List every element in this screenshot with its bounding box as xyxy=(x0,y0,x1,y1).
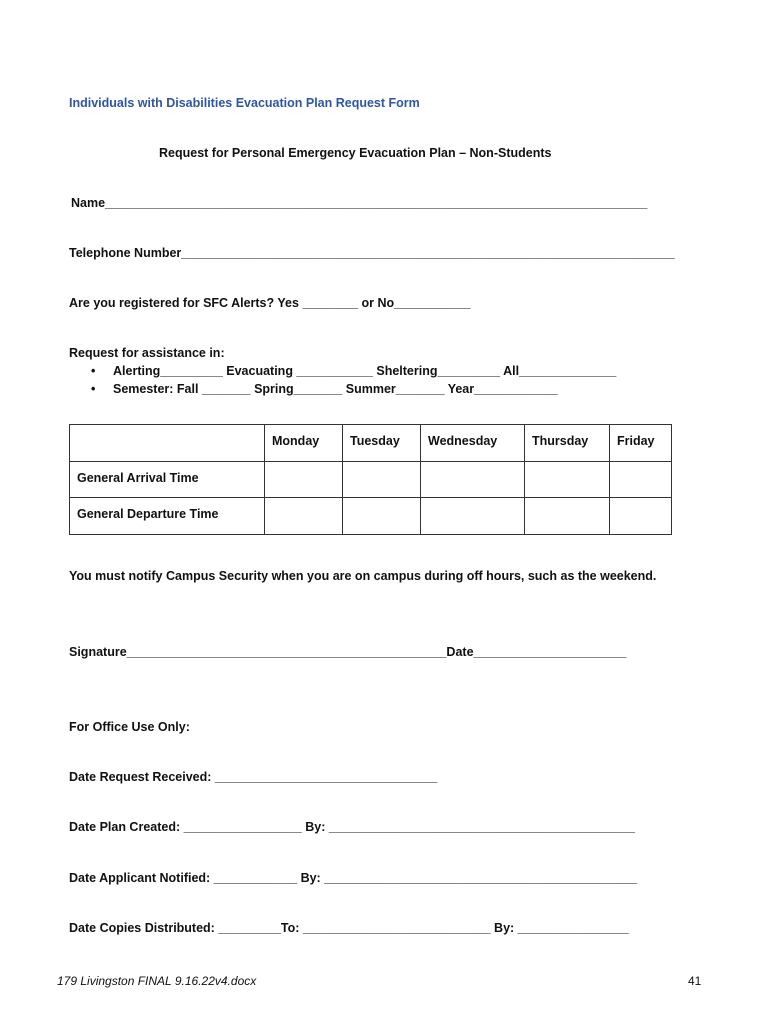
arrival-friday-cell[interactable] xyxy=(610,462,672,498)
date-applicant-notified-field[interactable]: Date Applicant Notified: ____________ By: _____________________________________________ xyxy=(69,871,638,885)
day-header-friday: Friday xyxy=(610,425,672,462)
departure-friday-cell[interactable] xyxy=(610,498,672,535)
table-corner-cell xyxy=(70,425,265,462)
table-row xyxy=(70,498,672,535)
day-header-wednesday: Wednesday xyxy=(421,425,525,462)
name-field[interactable]: Name______________________________________________________________________________ xyxy=(71,196,648,210)
semester-field[interactable]: • Semester: Fall _______ Spring_______ Summer_______ Year____________ xyxy=(113,382,558,396)
day-header-monday: Monday xyxy=(265,425,343,462)
footer-filename: 179 Livingston FINAL 9.16.22v4.docx xyxy=(57,974,257,988)
form-header: Individuals with Disabilities Evacuation Plan Request Form xyxy=(69,96,420,110)
table-row xyxy=(70,462,672,498)
arrival-time-label: General Arrival Time xyxy=(70,462,265,498)
arrival-tuesday-cell[interactable] xyxy=(343,462,421,498)
departure-time-label: General Departure Time xyxy=(70,498,265,535)
signature-field[interactable]: Signature______________________________________________Date______________________ xyxy=(69,645,627,659)
assistance-heading: Request for assistance in: xyxy=(69,346,225,360)
assistance-type-field[interactable]: • Alerting_________ Evacuating ___________ Sheltering_________ All______________ xyxy=(113,364,616,378)
departure-tuesday-cell[interactable] xyxy=(343,498,421,535)
sfc-alerts-field[interactable]: Are you registered for SFC Alerts? Yes ________ or No___________ xyxy=(69,296,471,310)
departure-wednesday-cell[interactable] xyxy=(421,498,525,535)
table-header-row xyxy=(70,425,672,462)
day-header-thursday: Thursday xyxy=(525,425,610,462)
day-header-tuesday: Tuesday xyxy=(343,425,421,462)
arrival-thursday-cell[interactable] xyxy=(525,462,610,498)
telephone-field[interactable]: Telephone Number_______________________________________________________________________ xyxy=(69,246,675,260)
schedule-table xyxy=(69,424,672,535)
page-number: 41 xyxy=(688,974,702,988)
departure-monday-cell[interactable] xyxy=(265,498,343,535)
arrival-wednesday-cell[interactable] xyxy=(421,462,525,498)
form-title: Request for Personal Emergency Evacuation Plan – Non-Students xyxy=(159,146,552,160)
office-use-heading: For Office Use Only: xyxy=(69,720,190,734)
date-plan-created-field[interactable]: Date Plan Created: _________________ By: ____________________________________________ xyxy=(69,820,635,834)
date-request-received-field[interactable]: Date Request Received: ________________________________ xyxy=(69,770,438,784)
arrival-monday-cell[interactable] xyxy=(265,462,343,498)
date-copies-distributed-field[interactable]: Date Copies Distributed: _________To: ___________________________ By: ________________ xyxy=(69,921,629,935)
campus-security-notice: You must notify Campus Security when you are on campus during off hours, such as the weekend. xyxy=(69,569,657,583)
departure-thursday-cell[interactable] xyxy=(525,498,610,535)
